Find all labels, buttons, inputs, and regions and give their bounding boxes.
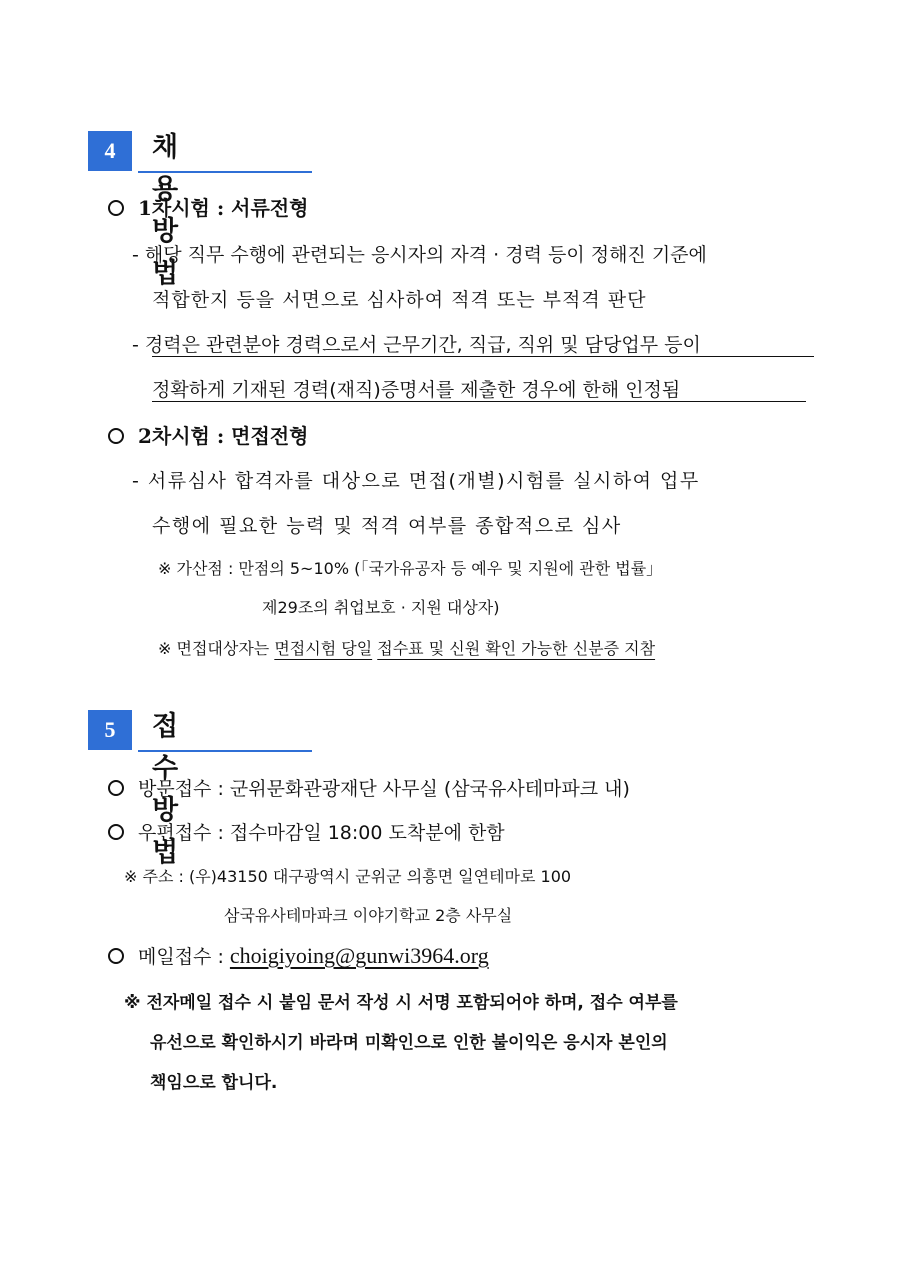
bonus-note-line-2: 제29조의 취업보호 · 지원 대상자) <box>262 598 500 617</box>
mail-submission: 메일접수 : choigiyoing@gunwi3964.org <box>108 942 489 969</box>
email-link[interactable]: choigiyoing@gunwi3964.org <box>229 943 489 968</box>
visit-submission: 방문접수 : 군위문화관광재단 사무실 (삼국유사테마파크 내) <box>108 774 630 801</box>
circle-bullet-icon <box>108 824 124 840</box>
address-line-1: ※ 주소 : (우)43150 대구광역시 군위군 의흥면 일연테마로 100 <box>124 867 572 886</box>
stage2-line-1: - 서류심사 합격자를 대상으로 면접(개별)시험를 실시하여 업무 <box>132 470 700 492</box>
section-title-underline <box>138 171 312 173</box>
section-number-badge: 4 <box>88 131 132 171</box>
section-title: 접수방법 <box>152 711 191 868</box>
stage1-line-1: - 해당 직무 수행에 관련되는 응시자의 자격 · 경력 등이 정해진 기준에 <box>132 244 707 266</box>
mail-note-line-3: 책임으로 합니다. <box>150 1073 278 1093</box>
underline-rule <box>152 401 806 402</box>
post-submission: 우편접수 : 접수마감일 18:00 도착분에 한함 <box>108 818 505 845</box>
circle-bullet-icon <box>108 948 124 964</box>
stage2-line-2: 수행에 필요한 능력 및 적격 여부를 종합적으로 심사 <box>152 515 622 537</box>
circle-bullet-icon <box>108 428 124 444</box>
mail-note-line-1: ※ 전자메일 접수 시 붙임 문서 작성 시 서명 포함되어야 하며, 접수 여부를 <box>124 993 678 1013</box>
section-number-badge: 5 <box>88 710 132 750</box>
circle-bullet-icon <box>108 780 124 796</box>
interview-note: ※ 면접대상자는 면접시험 당일 접수표 및 신원 확인 가능한 신분증 지참 <box>158 639 656 658</box>
stage1-line-4: 정확하게 기재된 경력(재직)증명서를 제출한 경우에 한해 인정됨 <box>152 379 681 401</box>
stage1-heading: 1차시험 : 서류전형 <box>108 192 308 221</box>
section-title: 채용방법 <box>152 132 191 289</box>
stage1-line-3: - 경력은 관련분야 경력으로서 근무기간, 직급, 직위 및 담당업무 등이 <box>132 334 701 356</box>
mail-note-line-2: 유선으로 확인하시기 바라며 미확인으로 인한 불이익은 응시자 본인의 <box>150 1033 668 1053</box>
stage1-line-2: 적합한지 등을 서면으로 심사하여 적격 또는 부적격 판단 <box>152 289 647 311</box>
bonus-note-line-1: ※ 가산점 : 만점의 5~10% (「국가유공자 등 예우 및 지원에 관한 법률」 <box>158 559 663 578</box>
address-line-2: 삼국유사테마파크 이야기학교 2층 사무실 <box>224 906 513 925</box>
underline-rule <box>152 356 814 357</box>
section-title-underline <box>138 750 312 752</box>
stage2-heading: 2차시험 : 면접전형 <box>108 420 308 449</box>
circle-bullet-icon <box>108 200 124 216</box>
